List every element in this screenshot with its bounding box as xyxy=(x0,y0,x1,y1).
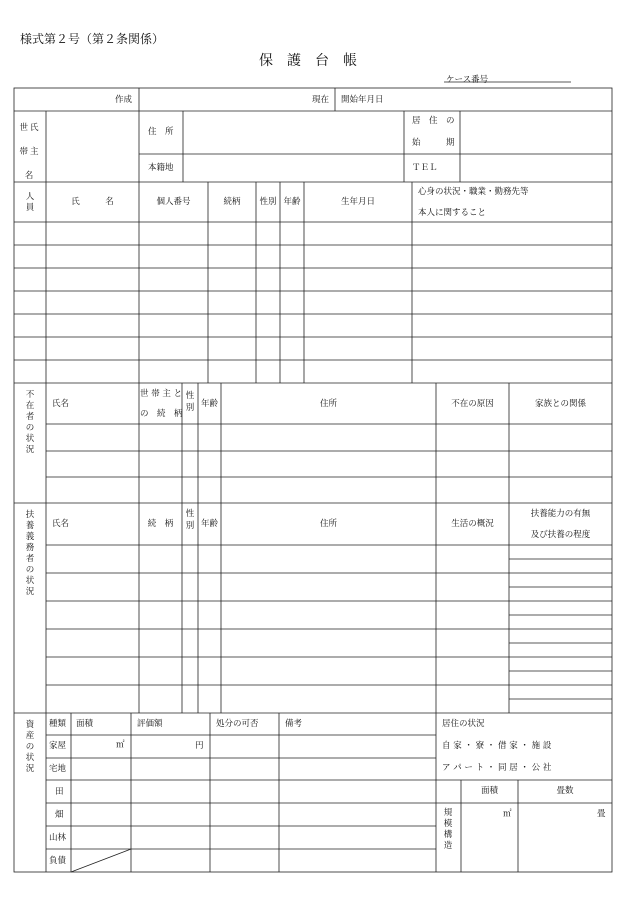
asset-row-land: 宅地 xyxy=(49,764,67,774)
member-notes-header-1: 心身の状況・職業・勤務先等 xyxy=(418,187,529,197)
form-number: 様式第２号（第２条関係） xyxy=(20,32,165,46)
member-relation-header: 続柄 xyxy=(223,197,241,207)
support-sex-header: 性別 xyxy=(185,509,195,531)
residence-start-label-1: 居 住 の xyxy=(412,116,455,126)
household-head-label: 世氏帯主名 xyxy=(19,123,41,181)
support-relation-header: 続 柄 xyxy=(147,519,174,529)
absent-name-header: 氏名 xyxy=(52,399,70,409)
asset-row-paddy: 田 xyxy=(55,787,64,797)
tel-label: ＴＥＬ xyxy=(412,163,438,173)
assets-section-label: 資産の状況 xyxy=(25,720,35,774)
current-label: 現在 xyxy=(312,95,330,105)
residence-tatami-header: 畳数 xyxy=(556,786,574,796)
start-date-label: 開始年月日 xyxy=(341,95,384,105)
support-age-header: 年齢 xyxy=(200,519,218,529)
absent-relation-header-1: 世 帯 主 と xyxy=(140,389,183,399)
support-address-header: 住所 xyxy=(319,519,337,529)
absent-family-header: 家族との関係 xyxy=(534,399,586,409)
residence-status-label: 居住の状況 xyxy=(442,719,485,729)
residence-area-unit: ㎡ xyxy=(503,809,512,819)
absent-reason-header: 不在の原因 xyxy=(451,399,494,409)
asset-area-unit: ㎡ xyxy=(116,740,125,750)
created-label: 作成 xyxy=(115,95,133,105)
page-title: 保護台帳 xyxy=(259,53,371,69)
honseki-label: 本籍地 xyxy=(148,163,174,173)
absent-address-header: 住所 xyxy=(319,399,337,409)
member-notes-header-2: 本人に関すること xyxy=(418,208,487,218)
absent-sex-header: 性別 xyxy=(185,391,195,413)
residence-start-label-2: 始 期 xyxy=(412,138,455,148)
support-ability-header-2: 及び扶養の程度 xyxy=(530,530,591,540)
member-id-header: 個人番号 xyxy=(156,197,191,207)
residence-types-1: 自 家 ・ 寮 ・ 借 家 ・ 施 設 xyxy=(442,741,552,751)
members-section-label: 人員 xyxy=(25,192,35,213)
asset-valuation-header: 評価額 xyxy=(137,719,163,729)
asset-row-field: 畑 xyxy=(55,810,64,820)
member-name-header: 氏 名 xyxy=(71,197,114,207)
address-label: 住 所 xyxy=(148,127,174,137)
asset-area-header: 面積 xyxy=(76,719,94,729)
asset-yen-unit: 円 xyxy=(195,741,204,751)
residence-types-2: ア パ ー ト ・ 同 居 ・ 公 社 xyxy=(442,763,552,773)
member-age-header: 年齢 xyxy=(283,197,301,207)
asset-row-forest: 山林 xyxy=(49,833,67,843)
absent-section-label: 不在者の状況 xyxy=(25,390,35,455)
support-name-header: 氏名 xyxy=(52,519,70,529)
residence-area-header: 面積 xyxy=(480,786,498,796)
support-ability-header-1: 扶養能力の有無 xyxy=(530,509,591,519)
absent-age-header: 年齢 xyxy=(200,399,218,409)
residence-structure-label: 規模構造 xyxy=(443,808,453,851)
asset-row-house: 家屋 xyxy=(49,741,67,751)
asset-row-liabilities: 負債 xyxy=(49,856,67,866)
asset-remarks-header: 備考 xyxy=(285,719,303,729)
case-number-label: ケース番号 xyxy=(446,75,489,85)
absent-relation-header-2: の 続 柄 xyxy=(140,409,183,419)
support-section-label: 扶養義務者の状況 xyxy=(25,510,35,597)
residence-tatami-unit: 畳 xyxy=(597,809,606,819)
support-summary-header: 生活の概況 xyxy=(451,519,494,529)
asset-type-header: 種類 xyxy=(49,719,67,729)
member-sex-header: 性別 xyxy=(259,197,277,207)
member-birthdate-header: 生年月日 xyxy=(340,197,375,207)
asset-disposal-header: 処分の可否 xyxy=(216,719,259,729)
